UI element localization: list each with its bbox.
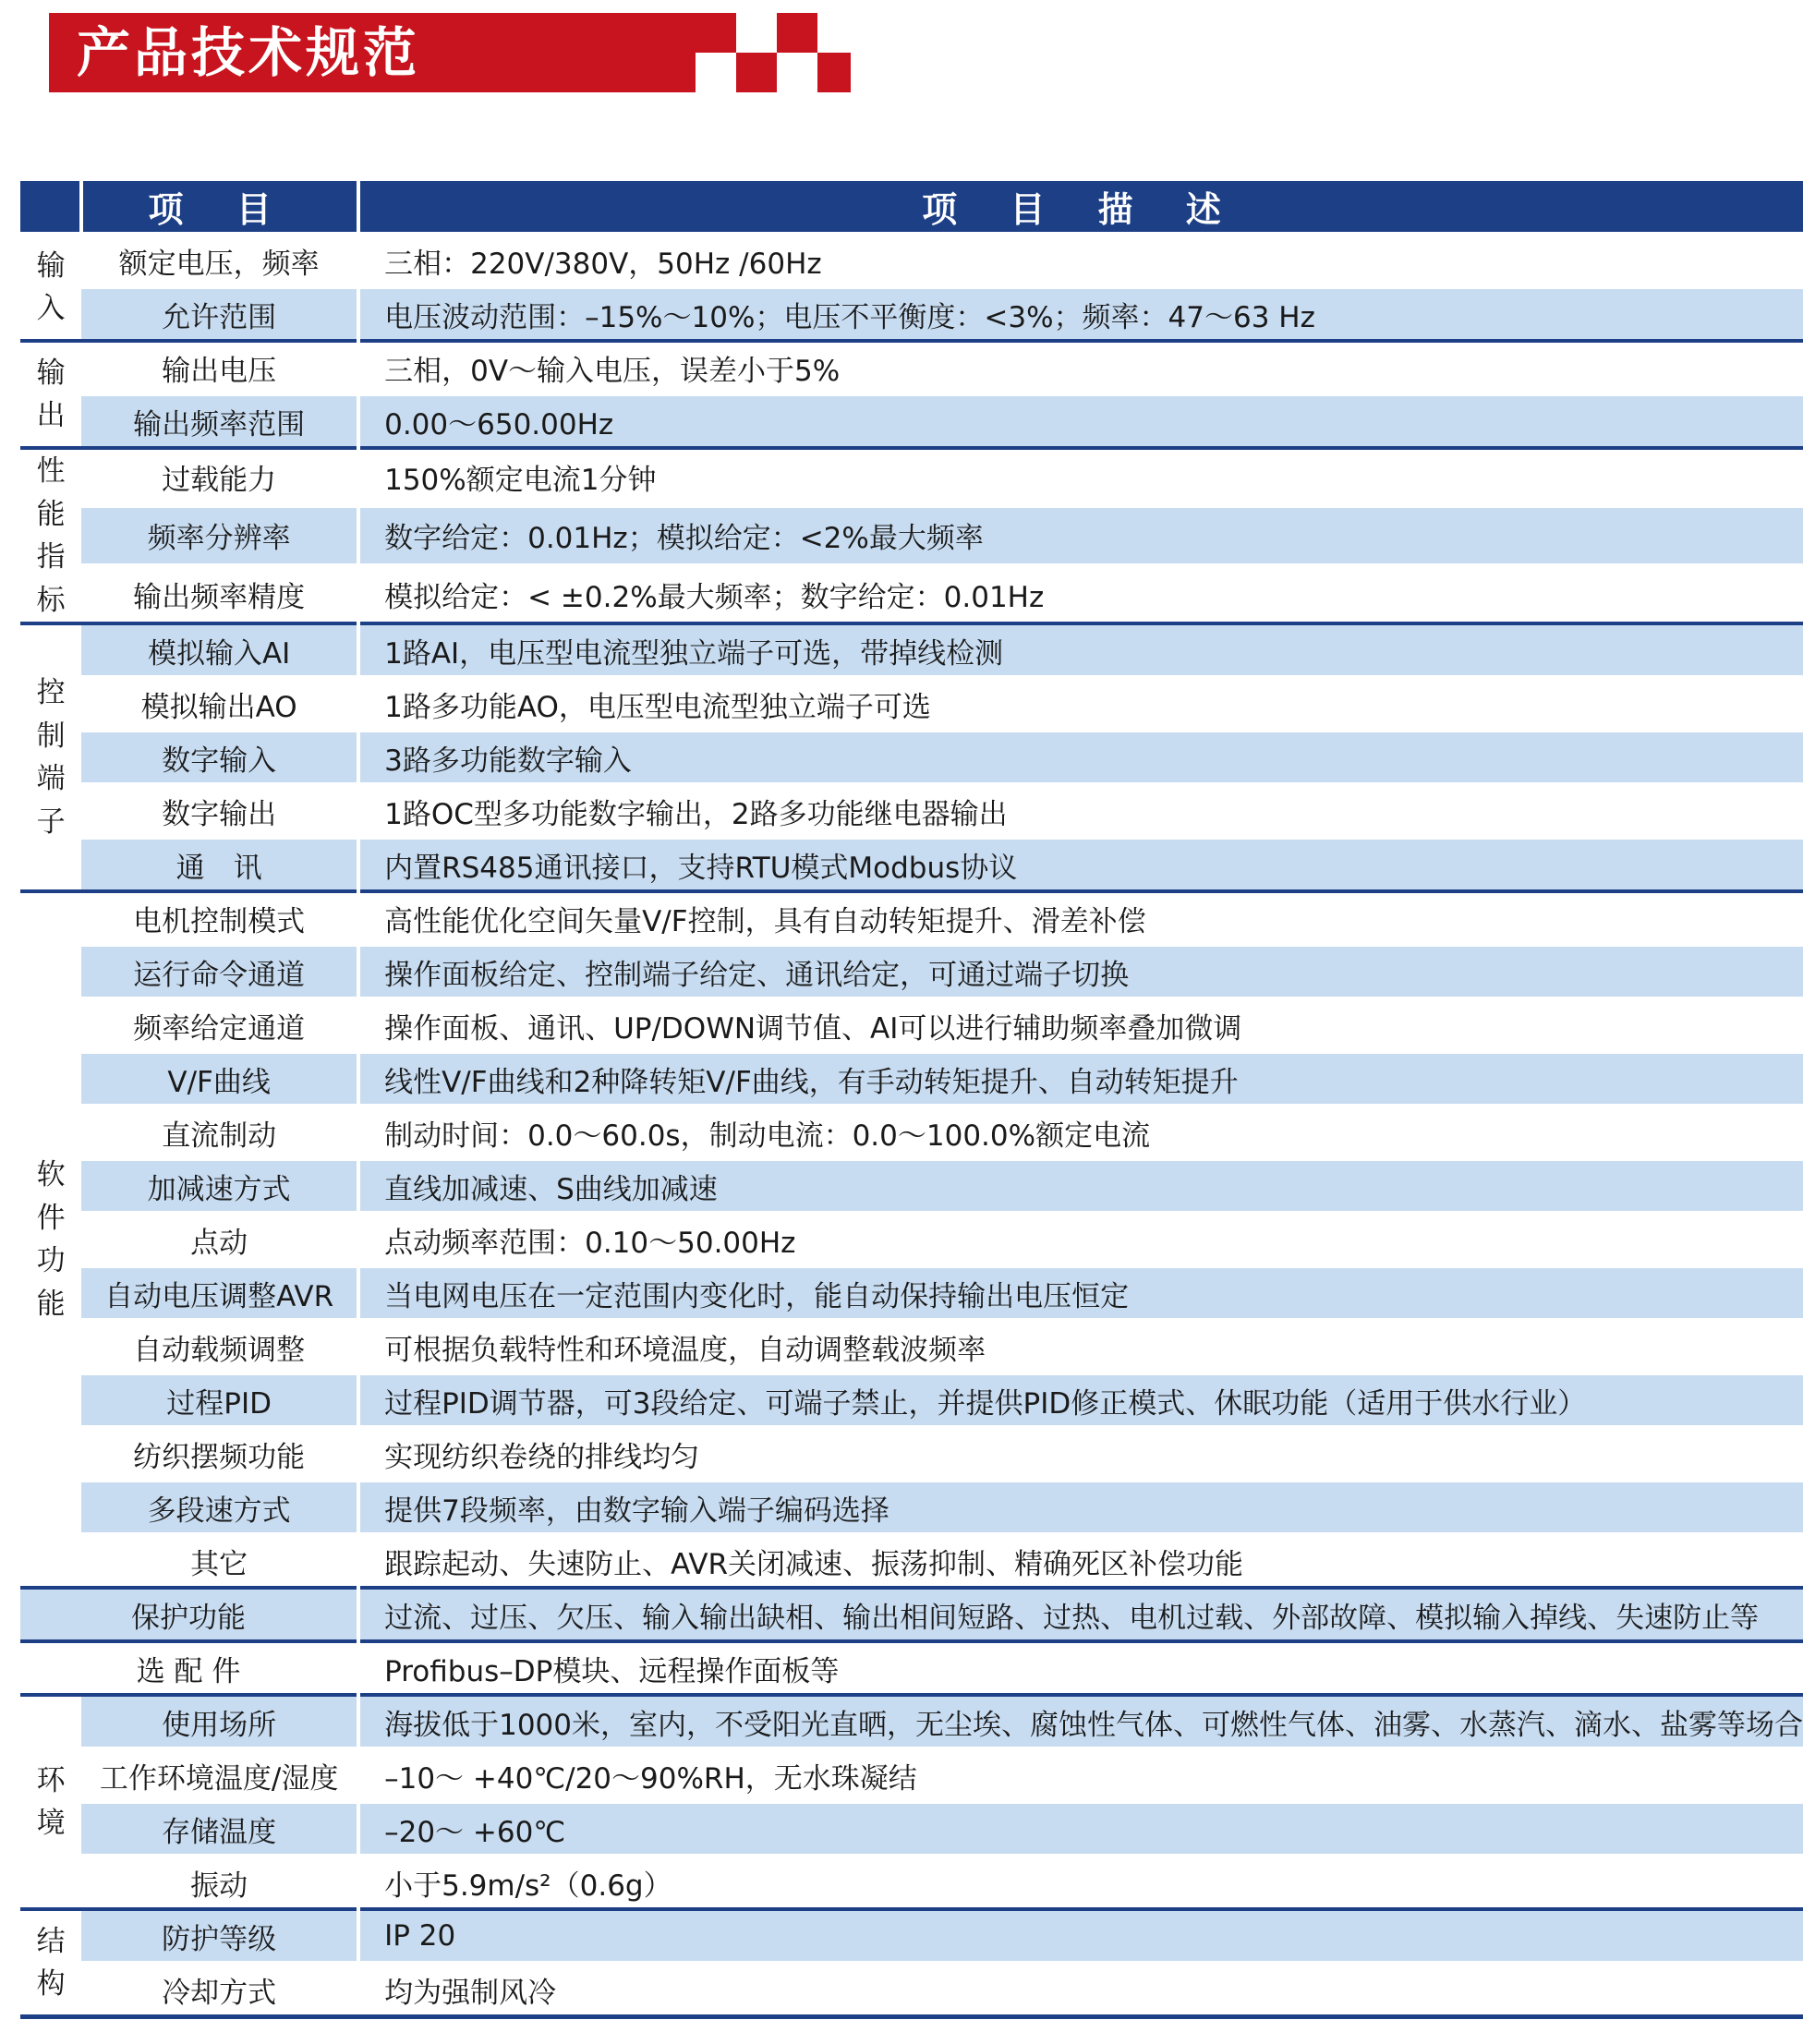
- description-cell: 提供7段频率，由数字输入端子编码选择: [358, 1481, 1803, 1534]
- category-label: 输入: [36, 248, 66, 325]
- item-cell: 冷却方式: [81, 1963, 358, 2017]
- description-cell: 操作面板给定、控制端子给定、通讯给定，可通过端子切换: [358, 945, 1803, 998]
- description-cell: 1路多功能AO，电压型电流型独立端子可选: [358, 677, 1803, 731]
- title-banner: [49, 13, 851, 92]
- table-row: [20, 1159, 1803, 1213]
- description-cell: –10～ +40℃/20～90%RH，无水珠凝结: [358, 1748, 1803, 1802]
- table-row: [20, 287, 1803, 341]
- category-label: 软件功能: [36, 1158, 66, 1321]
- table-row: [20, 1320, 1803, 1373]
- description-cell: 150%额定电流1分钟: [358, 448, 1803, 506]
- description-cell: 模拟给定：< ±0.2%最大频率；数字给定：0.01Hz: [358, 565, 1803, 623]
- description-cell: 电压波动范围：–15%～10%；电压不平衡度：<3%；频率：47～63 Hz: [358, 287, 1803, 341]
- table-row: [20, 1909, 1803, 1963]
- item-cell: 其它: [81, 1534, 358, 1588]
- description-cell: Profibus–DP模块、远程操作面板等: [358, 1641, 1803, 1695]
- table-row: [20, 448, 1803, 506]
- item-cell: 输出频率范围: [81, 394, 358, 448]
- item-cell: 保护功能: [20, 1588, 358, 1641]
- table-row: [20, 565, 1803, 623]
- table-row: [20, 1213, 1803, 1266]
- item-cell: 电机控制模式: [81, 891, 358, 945]
- table-row: [20, 1856, 1803, 1909]
- category-cell: [20, 623, 81, 891]
- table-row: [20, 1427, 1803, 1481]
- description-cell: 小于5.9m/s²（0.6g）: [358, 1856, 1803, 1909]
- table-row: [20, 731, 1803, 784]
- category-label: 环境: [36, 1763, 66, 1840]
- description-cell: 三相：220V/380V，50Hz /60Hz: [358, 234, 1803, 287]
- description-cell: 三相，0V～输入电压，误差小于5%: [358, 341, 1803, 394]
- category-cell: [20, 234, 81, 341]
- description-cell: –20～ +60℃: [358, 1802, 1803, 1856]
- category-label: 输出: [36, 356, 66, 432]
- banner-square: [817, 53, 851, 92]
- table-row: [20, 1373, 1803, 1427]
- item-cell: 多段速方式: [81, 1481, 358, 1534]
- table-row: [20, 838, 1803, 891]
- item-cell: 使用场所: [81, 1695, 358, 1748]
- table-row: [20, 1481, 1803, 1534]
- item-cell: 输出电压: [81, 341, 358, 394]
- table-row: [20, 1052, 1803, 1106]
- category-label: 控制端子: [36, 676, 66, 839]
- item-cell: 通 讯: [81, 838, 358, 891]
- table-row: [20, 1266, 1803, 1320]
- description-cell: 实现纺织卷绕的排线均匀: [358, 1427, 1803, 1481]
- table-row: [20, 677, 1803, 731]
- description-cell: 0.00～650.00Hz: [358, 394, 1803, 448]
- description-cell: 过流、过压、欠压、输入输出缺相、输出相间短路、过热、电机过载、外部故障、模拟输入掉线、失速防止等: [358, 1588, 1803, 1641]
- table-row: [20, 1534, 1803, 1588]
- header-item: 项 目: [81, 181, 358, 234]
- item-cell: 频率分辨率: [81, 506, 358, 564]
- item-cell: 模拟输出AO: [81, 677, 358, 731]
- table-row: [20, 1748, 1803, 1802]
- spec-table: [20, 181, 1803, 2019]
- table-row: [20, 1588, 1803, 1641]
- table-row: [20, 1802, 1803, 1856]
- item-cell: 运行命令通道: [81, 945, 358, 998]
- table-row: [20, 784, 1803, 838]
- banner-square: [736, 53, 777, 92]
- description-cell: 可根据负载特性和环境温度，自动调整载波频率: [358, 1320, 1803, 1373]
- item-cell: V/F曲线: [81, 1052, 358, 1106]
- table-header-row: [20, 181, 1803, 234]
- description-cell: 均为强制风冷: [358, 1963, 1803, 2017]
- table-row: [20, 998, 1803, 1052]
- category-label: 结构: [36, 1924, 66, 2001]
- item-cell: 允许范围: [81, 287, 358, 341]
- table-row: [20, 1641, 1803, 1695]
- category-cell: [20, 341, 81, 448]
- item-cell: 自动电压调整AVR: [81, 1266, 358, 1320]
- description-cell: 当电网电压在一定范围内变化时，能自动保持输出电压恒定: [358, 1266, 1803, 1320]
- description-cell: 海拔低于1000米，室内，不受阳光直晒，无尘埃、腐蚀性气体、可燃性气体、油雾、水蒸汽、滴水、盐雾等场合: [358, 1695, 1803, 1748]
- description-cell: 高性能优化空间矢量V/F控制，具有自动转矩提升、滑差补偿: [358, 891, 1803, 945]
- description-cell: 跟踪起动、失速防止、AVR关闭减速、振荡抑制、精确死区补偿功能: [358, 1534, 1803, 1588]
- item-cell: 数字输入: [81, 731, 358, 784]
- banner-square: [777, 13, 817, 53]
- item-cell: 自动载频调整: [81, 1320, 358, 1373]
- table-row: [20, 945, 1803, 998]
- item-cell: 存储温度: [81, 1802, 358, 1856]
- table-row: [20, 341, 1803, 394]
- item-cell: 直流制动: [81, 1106, 358, 1159]
- description-cell: 操作面板、通讯、UP/DOWN调节值、AI可以进行辅助频率叠加微调: [358, 998, 1803, 1052]
- table-row: [20, 1695, 1803, 1748]
- item-cell: 防护等级: [81, 1909, 358, 1963]
- item-cell: 过载能力: [81, 448, 358, 506]
- description-cell: IP 20: [358, 1909, 1803, 1963]
- page-title: 产品技术规范: [77, 21, 421, 84]
- category-cell: [20, 891, 81, 1588]
- description-cell: 过程PID调节器，可3段给定、可端子禁止，并提供PID修正模式、休眠功能（适用于供水行业）: [358, 1373, 1803, 1427]
- table-row: [20, 506, 1803, 564]
- description-cell: 数字给定：0.01Hz；模拟给定：<2%最大频率: [358, 506, 1803, 564]
- item-cell: 输出频率精度: [81, 565, 358, 623]
- table-row: [20, 234, 1803, 287]
- item-cell: 振动: [81, 1856, 358, 1909]
- spec-table-body: [20, 234, 1803, 2017]
- item-cell: 过程PID: [81, 1373, 358, 1427]
- item-cell: 点动: [81, 1213, 358, 1266]
- item-cell: 纺织摆频功能: [81, 1427, 358, 1481]
- description-cell: 直线加减速、S曲线加减速: [358, 1159, 1803, 1213]
- table-row: [20, 891, 1803, 945]
- item-cell: 频率给定通道: [81, 998, 358, 1052]
- item-cell: 模拟输入AI: [81, 623, 358, 677]
- description-cell: 3路多功能数字输入: [358, 731, 1803, 784]
- category-label: 性能指标: [36, 454, 66, 617]
- item-cell: 选 配 件: [20, 1641, 358, 1695]
- category-cell: [20, 1909, 81, 2017]
- category-cell: [20, 1695, 81, 1909]
- table-row: [20, 1963, 1803, 2017]
- table-row: [20, 1106, 1803, 1159]
- table-row: [20, 394, 1803, 448]
- item-cell: 额定电压，频率: [81, 234, 358, 287]
- header-category: [20, 181, 81, 234]
- description-cell: 内置RS485通讯接口，支持RTU模式Modbus协议: [358, 838, 1803, 891]
- description-cell: 线性V/F曲线和2种降转矩V/F曲线，有手动转矩提升、自动转矩提升: [358, 1052, 1803, 1106]
- item-cell: 加减速方式: [81, 1159, 358, 1213]
- category-cell: [20, 448, 81, 623]
- banner-square: [696, 13, 736, 53]
- table-row: [20, 623, 1803, 677]
- item-cell: 数字输出: [81, 784, 358, 838]
- description-cell: 点动频率范围：0.10～50.00Hz: [358, 1213, 1803, 1266]
- description-cell: 1路AI，电压型电流型独立端子可选，带掉线检测: [358, 623, 1803, 677]
- description-cell: 制动时间：0.0～60.0s，制动电流：0.0～100.0%额定电流: [358, 1106, 1803, 1159]
- description-cell: 1路OC型多功能数字输出，2路多功能继电器输出: [358, 784, 1803, 838]
- item-cell: 工作环境温度/湿度: [81, 1748, 358, 1802]
- header-description: 项 目 描 述: [358, 181, 1803, 234]
